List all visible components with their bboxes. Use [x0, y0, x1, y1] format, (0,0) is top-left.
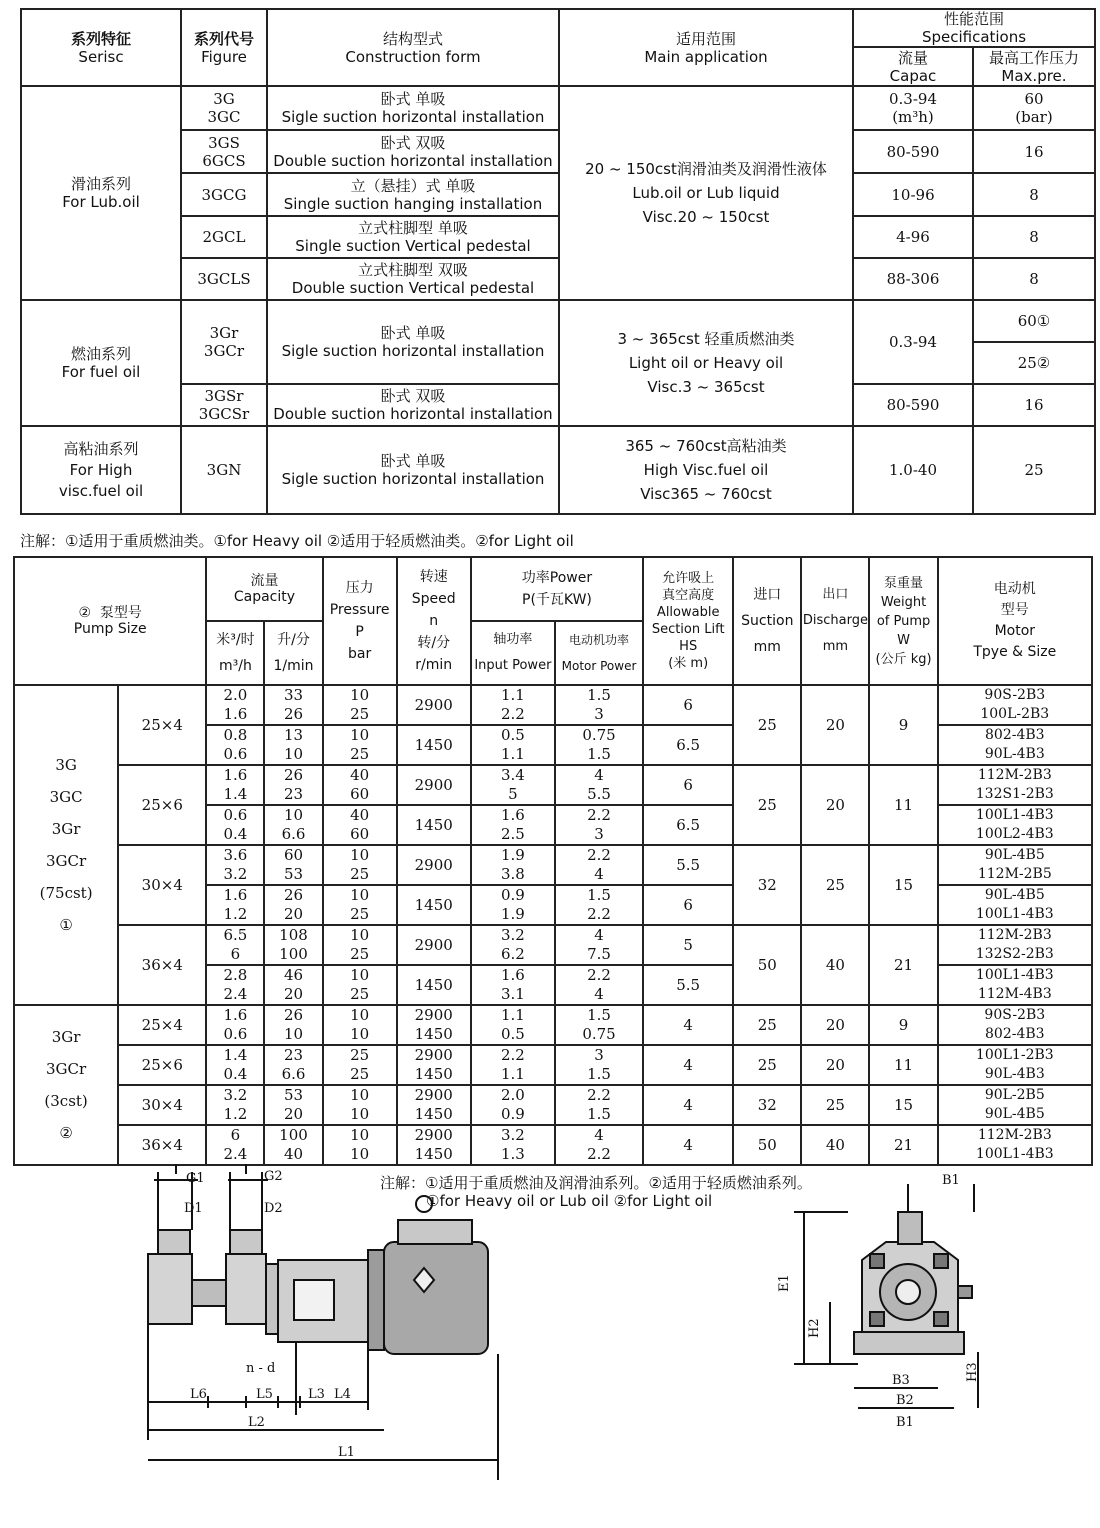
input-power-cell: 1.1 0.5	[471, 1005, 555, 1045]
maxpre-cell: 25	[973, 426, 1095, 514]
label-b1: B1	[896, 1415, 914, 1430]
header-weight: 泵重量 Weight of Pump W (公斤 kg)	[869, 557, 937, 685]
input-power-cell: 0.5 1.1	[471, 725, 555, 765]
figure-cell: 3GSr 3GCSr	[181, 384, 267, 426]
maxpre-cell: 25②	[973, 342, 1095, 384]
group-high: 高粘油系列 For High visc.fuel oil	[21, 426, 181, 514]
label-h2: H2	[807, 1318, 822, 1338]
suction-cell: 50	[733, 925, 801, 1005]
lift-cell: 4	[643, 1045, 733, 1085]
header-construction: 结构型式 Construction form	[267, 9, 559, 86]
motor-power-cell: 4 7.5	[555, 925, 643, 965]
input-power-cell: 0.9 1.9	[471, 885, 555, 925]
m3h-cell: 0.6 0.4	[206, 805, 264, 845]
capac-cell: 0.3-94	[853, 300, 973, 384]
pump-size-cell: 30×4	[118, 1085, 206, 1125]
speed-cell: 2900 1450	[397, 1125, 471, 1165]
pressure-cell: 40 60	[323, 765, 397, 805]
motor-size-cell: 112M-2B3 100L1-4B3	[938, 1125, 1092, 1165]
m3h-cell: 1.4 0.4	[206, 1045, 264, 1085]
header-lmin: 升/分 1/min	[264, 621, 322, 685]
suction-cell: 25	[733, 1005, 801, 1045]
speed-cell: 2900 1450	[397, 1085, 471, 1125]
construction-cell: 立（悬挂）式 单吸 Single suction hanging installation	[267, 173, 559, 216]
header-series: 系列特征 Serisc	[21, 9, 181, 86]
pressure-cell: 10 25	[323, 925, 397, 965]
pump-size-cell: 25×6	[118, 1045, 206, 1085]
weight-cell: 9	[869, 1005, 937, 1045]
discharge-cell: 40	[801, 1125, 869, 1165]
header-input-power: 轴功率 Input Power	[471, 621, 555, 685]
m3h-cell: 1.6 1.4	[206, 765, 264, 805]
capac-cell: 10-96	[853, 173, 973, 216]
lmin-cell: 26 10	[264, 1005, 322, 1045]
top-table-note: 注解：①适用于重质燃油类。①for Heavy oil ②适用于轻质燃油类。②for Light oil	[20, 532, 574, 550]
weight-cell: 9	[869, 685, 937, 765]
pressure-cell: 10 25	[323, 725, 397, 765]
header-capacity: 流量 Capacity	[206, 557, 322, 621]
motor-power-cell: 2.2 3	[555, 805, 643, 845]
construction-cell: 立式柱脚型 单吸 Single suction Vertical pedestal	[267, 216, 559, 258]
m3h-cell: 2.0 1.6	[206, 685, 264, 725]
speed-cell: 1450	[397, 805, 471, 845]
maxpre-cell: 16	[973, 130, 1095, 173]
suction-cell: 25	[733, 1045, 801, 1085]
label-d2: D2	[264, 1201, 283, 1216]
motor-size-cell: 100L1-4B3 100L2-4B3	[938, 805, 1092, 845]
construction-cell: 卧式 双吸 Double suction horizontal installation	[267, 384, 559, 426]
discharge-cell: 40	[801, 925, 869, 1005]
motor-power-cell: 3 1.5	[555, 1045, 643, 1085]
pressure-cell: 40 60	[323, 805, 397, 845]
lift-cell: 5.5	[643, 965, 733, 1005]
suction-cell: 32	[733, 845, 801, 925]
pump-size-cell: 30×4	[118, 845, 206, 925]
suction-cell: 32	[733, 1085, 801, 1125]
lmin-cell: 13 10	[264, 725, 322, 765]
capac-cell: 80-590	[853, 384, 973, 426]
label-l4: L4	[334, 1387, 351, 1402]
construction-cell: 卧式 单吸 Sigle suction horizontal installation	[267, 86, 559, 130]
maxpre-cell: 8	[973, 216, 1095, 258]
speed-cell: 2900	[397, 765, 471, 805]
end-view-drawing	[778, 1172, 978, 1452]
input-power-cell: 2.2 1.1	[471, 1045, 555, 1085]
pressure-cell: 10 10	[323, 1085, 397, 1125]
speed-cell: 2900	[397, 845, 471, 885]
m3h-cell: 6.5 6	[206, 925, 264, 965]
speed-cell: 2900	[397, 925, 471, 965]
maxpre-cell: 8	[973, 173, 1095, 216]
weight-cell: 11	[869, 765, 937, 845]
weight-cell: 21	[869, 925, 937, 1005]
figure-cell: 3Gr 3GCr	[181, 300, 267, 384]
lift-cell: 4	[643, 1125, 733, 1165]
lmin-cell: 53 20	[264, 1085, 322, 1125]
capac-cell: 88-306	[853, 258, 973, 300]
label-h3: H3	[965, 1362, 980, 1382]
header-motor: 电动机 型号 Motor Tpye & Size	[938, 557, 1092, 685]
pump-size-table	[13, 556, 1093, 1166]
motor-size-cell: 90L-4B5 100L1-4B3	[938, 885, 1092, 925]
figure-cell: 3G 3GC	[181, 86, 267, 130]
discharge-cell: 20	[801, 1045, 869, 1085]
motor-size-cell: 90L-2B5 90L-4B5	[938, 1085, 1092, 1125]
construction-cell: 卧式 双吸 Double suction horizontal installation	[267, 130, 559, 173]
side-view-drawing	[128, 1160, 528, 1500]
pump-size-cell: 25×4	[118, 685, 206, 765]
figure-cell: 3GN	[181, 426, 267, 514]
lift-cell: 4	[643, 1085, 733, 1125]
label-g1: G1	[186, 1171, 205, 1186]
capac-cell: 4-96	[853, 216, 973, 258]
header-lift: 允许吸上 真空高度 Allowable Section Lift HS (米 m)	[643, 557, 733, 685]
motor-power-cell: 1.5 2.2	[555, 885, 643, 925]
m3h-cell: 6 2.4	[206, 1125, 264, 1165]
discharge-cell: 25	[801, 1085, 869, 1125]
motor-size-cell: 100L1-4B3 112M-4B3	[938, 965, 1092, 1005]
weight-cell: 21	[869, 1125, 937, 1165]
input-power-cell: 1.6 3.1	[471, 965, 555, 1005]
suction-cell: 25	[733, 685, 801, 765]
motor-power-cell: 2.2 4	[555, 845, 643, 885]
label-l6: L6	[190, 1387, 207, 1402]
header-m3h: 米³/时 m³/h	[206, 621, 264, 685]
speed-cell: 1450	[397, 965, 471, 1005]
motor-power-cell: 0.75 1.5	[555, 725, 643, 765]
application-high: 365 ~ 760cst高粘油类 High Visc.fuel oil Visc365 ~ 760cst	[559, 426, 853, 514]
lift-cell: 6	[643, 685, 733, 725]
m3h-cell: 2.8 2.4	[206, 965, 264, 1005]
speed-cell: 2900	[397, 685, 471, 725]
pump-group-1: 3G 3GC 3Gr 3GCr (75cst) ①	[14, 685, 118, 1005]
lift-cell: 6	[643, 885, 733, 925]
motor-size-cell: 90S-2B3 100L-2B3	[938, 685, 1092, 725]
motor-size-cell: 100L1-2B3 90L-4B3	[938, 1045, 1092, 1085]
label-b2: B2	[896, 1393, 914, 1408]
motor-power-cell: 2.2 4	[555, 965, 643, 1005]
lmin-cell: 26 23	[264, 765, 322, 805]
m3h-cell: 0.8 0.6	[206, 725, 264, 765]
pressure-cell: 25 25	[323, 1045, 397, 1085]
m3h-cell: 1.6 1.2	[206, 885, 264, 925]
pressure-cell: 10 25	[323, 965, 397, 1005]
motor-size-cell: 802-4B3 90L-4B3	[938, 725, 1092, 765]
label-g2: G2	[264, 1169, 283, 1184]
maxpre-cell: 60 (bar)	[973, 86, 1095, 130]
label-d1: D1	[184, 1201, 203, 1216]
m3h-cell: 3.6 3.2	[206, 845, 264, 885]
speed-cell: 2900 1450	[397, 1045, 471, 1085]
capac-cell: 1.0-40	[853, 426, 973, 514]
input-power-cell: 3.4 5	[471, 765, 555, 805]
weight-cell: 15	[869, 845, 937, 925]
label-l5: L5	[256, 1387, 273, 1402]
motor-power-cell: 1.5 3	[555, 685, 643, 725]
drawing-note-en: ①for Heavy oil or Lub oil ②for Light oil	[426, 1192, 713, 1210]
input-power-cell: 2.0 0.9	[471, 1085, 555, 1125]
lift-cell: 5	[643, 925, 733, 965]
discharge-cell: 20	[801, 1005, 869, 1045]
construction-cell: 卧式 单吸 Sigle suction horizontal installation	[267, 300, 559, 384]
discharge-cell: 20	[801, 765, 869, 845]
pressure-cell: 10 10	[323, 1005, 397, 1045]
application-lub: 20 ~ 150cst润滑油类及润滑性液体 Lub.oil or Lub liquid Visc.20 ~ 150cst	[559, 86, 853, 300]
header-speed: 转速 Speed n 转/分 r/min	[397, 557, 471, 685]
input-power-cell: 1.6 2.5	[471, 805, 555, 845]
capac-cell: 0.3-94 (m³h)	[853, 86, 973, 130]
drawing-note-zh: 注解：①适用于重质燃油及润滑油系列。②适用于轻质燃油系列。	[380, 1174, 812, 1192]
figure-cell: 2GCL	[181, 216, 267, 258]
speed-cell: 2900 1450	[397, 1005, 471, 1045]
group-lub: 滑油系列 For Lub.oil	[21, 86, 181, 300]
label-e1: E1	[777, 1274, 792, 1292]
discharge-cell: 20	[801, 685, 869, 765]
figure-cell: 3GCLS	[181, 258, 267, 300]
pressure-cell: 10 25	[323, 885, 397, 925]
group-fuel: 燃油系列 For fuel oil	[21, 300, 181, 426]
lmin-cell: 23 6.6	[264, 1045, 322, 1085]
suction-cell: 25	[733, 765, 801, 845]
maxpre-cell: 60①	[973, 300, 1095, 342]
discharge-cell: 25	[801, 845, 869, 925]
lmin-cell: 10 6.6	[264, 805, 322, 845]
pressure-cell: 10 25	[323, 845, 397, 885]
construction-cell: 立式柱脚型 双吸 Double suction Vertical pedestal	[267, 258, 559, 300]
lift-cell: 6.5	[643, 725, 733, 765]
construction-cell: 卧式 单吸 Sigle suction horizontal installation	[267, 426, 559, 514]
header-maxpre: 最高工作压力 Max.pre.	[973, 47, 1095, 86]
figure-cell: 3GCG	[181, 173, 267, 216]
figure-cell: 3GS 6GCS	[181, 130, 267, 173]
header-power: 功率Power P(千瓦KW)	[471, 557, 643, 621]
input-power-cell: 3.2 6.2	[471, 925, 555, 965]
series-table	[20, 8, 1096, 515]
pump-size-cell: 25×4	[118, 1005, 206, 1045]
application-fuel: 3 ~ 365cst 轻重质燃油类 Light oil or Heavy oil Visc.3 ~ 365cst	[559, 300, 853, 426]
header-figure: 系列代号 Figure	[181, 9, 267, 86]
weight-cell: 11	[869, 1045, 937, 1085]
motor-power-cell: 4 2.2	[555, 1125, 643, 1165]
input-power-cell: 3.2 1.3	[471, 1125, 555, 1165]
suction-cell: 50	[733, 1125, 801, 1165]
motor-size-cell: 112M-2B3 132S2-2B3	[938, 925, 1092, 965]
pump-size-cell: 36×4	[118, 925, 206, 1005]
lmin-cell: 33 26	[264, 685, 322, 725]
header-pump-size: ② 泵型号 Pump Size	[14, 557, 206, 685]
speed-cell: 1450	[397, 725, 471, 765]
lmin-cell: 100 40	[264, 1125, 322, 1165]
label-l1: L1	[338, 1445, 355, 1460]
input-power-cell: 1.9 3.8	[471, 845, 555, 885]
motor-power-cell: 4 5.5	[555, 765, 643, 805]
motor-size-cell: 90S-2B3 802-4B3	[938, 1005, 1092, 1045]
lift-cell: 5.5	[643, 845, 733, 885]
label-l2: L2	[248, 1415, 265, 1430]
lmin-cell: 60 53	[264, 845, 322, 885]
maxpre-cell: 8	[973, 258, 1095, 300]
motor-size-cell: 90L-4B5 112M-2B5	[938, 845, 1092, 885]
pump-size-cell: 25×6	[118, 765, 206, 845]
header-pressure: 压力 Pressure P bar	[323, 557, 397, 685]
maxpre-cell: 16	[973, 384, 1095, 426]
lift-cell: 6.5	[643, 805, 733, 845]
pressure-cell: 10 10	[323, 1125, 397, 1165]
header-suction: 进口 Suction mm	[733, 557, 801, 685]
lmin-cell: 108 100	[264, 925, 322, 965]
lmin-cell: 46 20	[264, 965, 322, 1005]
motor-size-cell: 112M-2B3 132S1-2B3	[938, 765, 1092, 805]
header-specifications: 性能范围 Specifications	[853, 9, 1095, 47]
header-application: 适用范围 Main application	[559, 9, 853, 86]
pressure-cell: 10 25	[323, 685, 397, 725]
label-b1-top: B1	[942, 1173, 960, 1188]
pump-size-cell: 36×4	[118, 1125, 206, 1165]
label-b3: B3	[892, 1373, 910, 1388]
motor-power-cell: 2.2 1.5	[555, 1085, 643, 1125]
header-discharge: 出口 Discharge mm	[801, 557, 869, 685]
pump-group-2: 3Gr 3GCr (3cst) ②	[14, 1005, 118, 1165]
m3h-cell: 1.6 0.6	[206, 1005, 264, 1045]
input-power-cell: 1.1 2.2	[471, 685, 555, 725]
label-nd: n - d	[246, 1361, 276, 1376]
lmin-cell: 26 20	[264, 885, 322, 925]
m3h-cell: 3.2 1.2	[206, 1085, 264, 1125]
weight-cell: 15	[869, 1085, 937, 1125]
header-capac: 流量 Capac	[853, 47, 973, 86]
header-motor-power: 电动机功率 Motor Power	[555, 621, 643, 685]
capac-cell: 80-590	[853, 130, 973, 173]
label-l3: L3	[308, 1387, 325, 1402]
motor-power-cell: 1.5 0.75	[555, 1005, 643, 1045]
speed-cell: 1450	[397, 885, 471, 925]
lift-cell: 6	[643, 765, 733, 805]
lift-cell: 4	[643, 1005, 733, 1045]
